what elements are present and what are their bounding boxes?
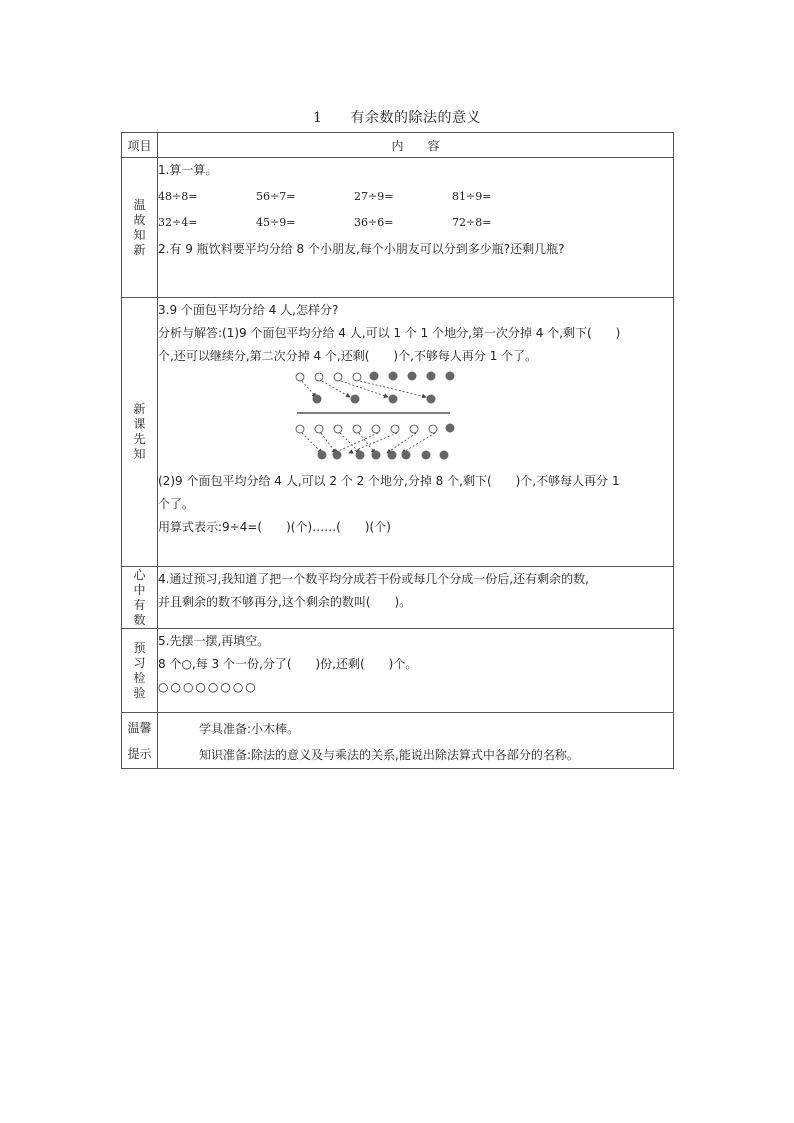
empty-circle [334, 373, 342, 381]
equation: 36÷6= [354, 216, 394, 229]
filled-dot [446, 424, 455, 433]
filled-dot [408, 372, 417, 381]
diagram-top-group [296, 372, 455, 404]
section-tips [122, 713, 674, 769]
filled-dot [388, 451, 397, 460]
title-number: 1 [313, 110, 323, 126]
question-1: 1.算一算。 [158, 163, 218, 177]
filled-dot [389, 372, 398, 381]
filled-dot [313, 395, 322, 404]
title-text: 有余数的除法的意义 [350, 110, 481, 126]
diagram-bottom-group [296, 424, 455, 460]
section-label-new-lesson: 新课先知 [122, 298, 158, 567]
filled-dot [402, 451, 411, 460]
empty-circle [429, 425, 437, 433]
section-content-tips [158, 713, 674, 769]
section-content-preview-check [158, 629, 674, 713]
question-3: 3.9 个面包平均分给 4 人,怎样分? [158, 303, 339, 317]
header-content: 内 容 [158, 133, 674, 158]
question-5: 5.先摆一摆,再填空。 [158, 634, 270, 648]
tip-1: 学具准备:小木棒。 [199, 722, 300, 736]
equation: 72÷8= [452, 216, 492, 229]
empty-circle [353, 425, 361, 433]
filled-dot [333, 451, 342, 460]
circles-row: ○○○○○○○○ [158, 680, 258, 694]
analysis-line-1: 分析与解答:(1)9 个面包平均分给 4 人,可以 1 个 1 个地分,第一次分掉 4 个,剩下( ) [158, 326, 621, 340]
equation: 45÷9= [256, 216, 296, 229]
filled-dot [440, 451, 449, 460]
analysis-line-4: 个了。 [158, 497, 195, 511]
filled-dot [318, 451, 327, 460]
equation: 81÷9= [452, 190, 492, 203]
equation: 32÷4= [158, 216, 198, 229]
equation: 56÷7= [256, 190, 296, 203]
filled-dot [356, 451, 365, 460]
empty-circle [315, 425, 323, 433]
filled-dot [370, 372, 379, 381]
empty-circle [391, 425, 399, 433]
equation: 48÷8= [158, 190, 198, 203]
empty-circle [315, 373, 323, 381]
header-row [122, 133, 674, 158]
filled-dot [389, 395, 398, 404]
section-label-review: 温故知新 [122, 158, 158, 298]
empty-circle [353, 373, 361, 381]
section-preview-check [122, 629, 674, 713]
filled-dot [427, 372, 436, 381]
analysis-line-2: 个,还可以继续分,第二次分掉 4 个,还剩( )个,不够每人再分 1 个了。 [158, 349, 538, 363]
page-title [0, 107, 794, 127]
analysis-line-3: (2)9 个面包平均分给 4 人,可以 2 个 2 个地分,分掉 8 个,剩下( )个,不够每人再分 1 [158, 474, 620, 488]
filled-dot [422, 451, 431, 460]
equation: 27÷9= [354, 190, 394, 203]
empty-circle [296, 425, 304, 433]
formula-line: 用算式表示:9÷4=( )(个)……( )(个) [158, 520, 391, 534]
header-item: 项目 [122, 133, 158, 158]
section-label-preview-check: 预习检验 [122, 629, 158, 713]
filled-dot [427, 395, 436, 404]
section-label-summary: 心中有数 [122, 567, 158, 629]
empty-circle [296, 373, 304, 381]
bread-division-diagram [292, 369, 492, 469]
equation-row-1 [158, 187, 673, 207]
empty-circle [410, 425, 418, 433]
section-summary [122, 567, 674, 629]
section-content-summary [158, 567, 674, 629]
section-new-lesson [122, 298, 674, 567]
worksheet-table [121, 132, 674, 769]
tip-2: 知识准备:除法的意义及与乘法的关系,能说出除法算式中各部分的名称。 [199, 748, 579, 762]
section-content-new-lesson [158, 298, 674, 567]
question-2: 2.有 9 瓶饮料要平均分给 8 个小朋友,每个小朋友可以分到多少瓶?还剩几瓶? [158, 242, 565, 256]
fill-blank-line: 8 个○,每 3 个一份,分了( )份,还剩( )个。 [158, 657, 418, 671]
section-review [122, 158, 674, 298]
section-label-tips: 温馨提示 [122, 713, 158, 769]
summary-line-2: 并且剩余的数不够再分,这个剩余的数叫( )。 [158, 595, 412, 609]
filled-dot [372, 451, 381, 460]
filled-dot [351, 395, 360, 404]
empty-circle [334, 425, 342, 433]
empty-circle [372, 425, 380, 433]
filled-dot [446, 372, 455, 381]
section-content-review [158, 158, 674, 298]
summary-line-1: 4.通过预习,我知道了把一个数平均分成若干份或每几个分成一份后,还有剩余的数, [158, 572, 589, 586]
equation-row-2 [158, 213, 673, 233]
